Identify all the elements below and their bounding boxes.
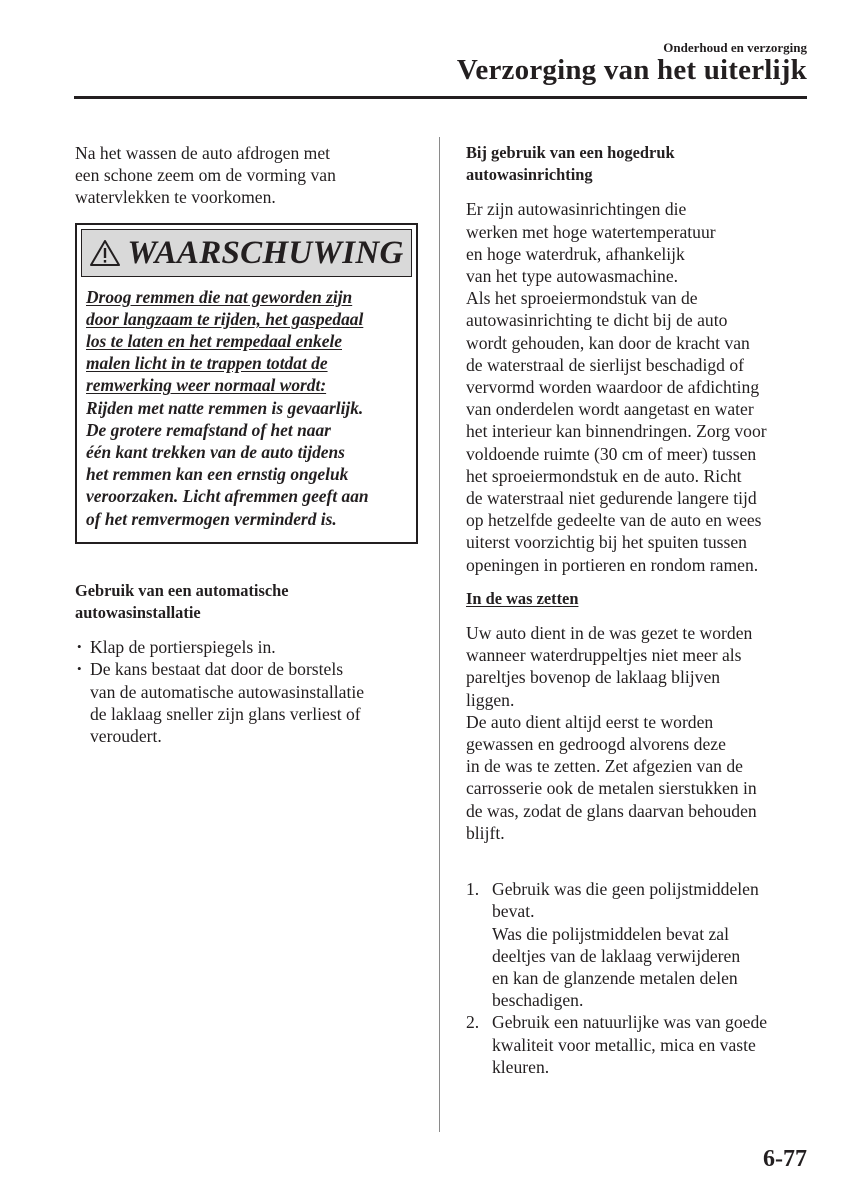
warning-line: of het remvermogen verminderd is. xyxy=(86,508,337,529)
auto-wash-bullets xyxy=(75,636,420,747)
warning-line: los te laten en het rempedaal enkele xyxy=(86,331,342,352)
high-pressure-heading xyxy=(466,142,811,186)
text-line: in de was te zetten. Zet afgezien van de xyxy=(466,756,743,777)
warning-line: één kant trekken van de auto tijdens xyxy=(86,442,345,463)
text-line: bevat. xyxy=(492,901,535,922)
text-line: openingen in portieren en rondom ramen. xyxy=(466,554,759,575)
section-label: Onderhoud en verzorging xyxy=(663,40,807,55)
column-divider xyxy=(439,137,440,1132)
warning-header xyxy=(81,229,412,277)
step-number: 1. xyxy=(466,879,480,900)
page-number: 6-77 xyxy=(763,1146,807,1172)
text-line: uiterst voorzichtig bij het spuiten tussen xyxy=(466,532,747,553)
waxing-heading: In de was zetten xyxy=(466,588,579,608)
heading-line: autowasinstallatie xyxy=(75,603,201,623)
text-line: blijft. xyxy=(466,822,505,843)
text-line: kwaliteit voor metallic, mica en vaste xyxy=(492,1034,756,1055)
warning-body xyxy=(77,277,416,542)
step-number: 2. xyxy=(466,1012,480,1033)
text-line: gewassen en gedroogd alvorens deze xyxy=(466,734,726,755)
text-line: het interieur kan binnendringen. Zorg voor xyxy=(466,421,767,442)
text-line: wordt gehouden, kan door de kracht van xyxy=(466,332,750,353)
text-line: van het type autowasmachine. xyxy=(466,266,679,287)
text-line: op hetzelfde gedeelte van de auto en wees xyxy=(466,510,762,531)
text-line: Gebruik was die geen polijstmiddelen xyxy=(492,879,759,900)
text-line: vervormd worden waardoor de afdichting xyxy=(466,377,760,398)
text-line: Was die polijstmiddelen bevat zal xyxy=(492,923,730,944)
list-item xyxy=(75,658,420,747)
list-item xyxy=(466,878,811,1011)
text-line: De auto dient altijd eerst te worden xyxy=(466,711,714,732)
warning-line: malen licht in te trappen totdat de xyxy=(86,353,328,374)
right-column xyxy=(466,142,811,1078)
text-line: Klap de portierspiegels in. xyxy=(90,637,276,658)
waxing-steps xyxy=(466,878,811,1078)
warning-title: WAARSCHUWING xyxy=(127,234,404,271)
header-divider xyxy=(74,96,807,99)
text-line: Als het sproeiermondstuk van de xyxy=(466,288,698,309)
text-line: van de automatische autowasinstallatie xyxy=(90,681,365,702)
bullet-icon: • xyxy=(77,661,82,677)
page-title: Verzorging van het uiterlijk xyxy=(456,54,807,86)
waxing-paragraph xyxy=(466,622,811,844)
warning-triangle-icon xyxy=(89,239,121,267)
text-line: kleuren. xyxy=(492,1056,550,1077)
text-line: veroudert. xyxy=(90,726,162,747)
text-line: een schone zeem om de vorming van xyxy=(75,165,336,186)
text-line: het sproeiermondstuk en de auto. Richt xyxy=(466,465,742,486)
text-line: Na het wassen de auto afdrogen met xyxy=(75,143,331,163)
text-line: de laklaag sneller zijn glans verliest of xyxy=(90,703,361,724)
warning-line: veroorzaken. Licht afremmen geeft aan xyxy=(86,486,369,507)
warning-line: door langzaam te rijden, het gaspedaal xyxy=(86,308,364,329)
warning-line: het remmen kan een ernstig ongeluk xyxy=(86,464,349,485)
text-line: beschadigen. xyxy=(492,990,584,1011)
text-line: wanneer waterdruppeltjes niet meer als xyxy=(466,645,742,666)
text-line: deeltjes van de laklaag verwijderen xyxy=(492,945,741,966)
text-line: Er zijn autowasinrichtingen die xyxy=(466,199,687,220)
warning-line: Rijden met natte remmen is gevaarlijk. xyxy=(86,397,364,418)
warning-line: remwerking weer normaal wordt: xyxy=(86,375,327,396)
text-line: De kans bestaat dat door de borstels xyxy=(90,659,344,680)
text-line: watervlekken te voorkomen. xyxy=(75,187,276,208)
text-line: carrosserie ook de metalen sierstukken in xyxy=(466,778,757,799)
text-line: Uw auto dient in de was gezet te worden xyxy=(466,623,753,644)
text-line: en hoge waterdruk, afhankelijk xyxy=(466,243,685,264)
high-pressure-paragraph xyxy=(466,198,811,575)
intro-paragraph xyxy=(75,142,420,209)
list-item xyxy=(466,1011,811,1078)
warning-box xyxy=(75,223,418,544)
text-line: en kan de glanzende metalen delen xyxy=(492,967,738,988)
text-line: de was, zodat de glans daarvan behouden xyxy=(466,800,757,821)
heading-line: Bij gebruik van een hogedruk xyxy=(466,143,675,162)
text-line: liggen. xyxy=(466,689,515,710)
warning-line: Droog remmen die nat geworden zijn xyxy=(86,286,353,307)
text-line: de waterstraal niet gedurende langere tijd xyxy=(466,488,757,509)
left-column xyxy=(75,142,420,747)
text-line: de waterstraal de sierlijst beschadigd of xyxy=(466,354,744,375)
text-line: van onderdelen wordt aangetast en water xyxy=(466,399,754,420)
heading-line: autowasinrichting xyxy=(466,165,593,185)
auto-wash-heading xyxy=(75,580,420,624)
text-line: Gebruik een natuurlijke was van goede xyxy=(492,1012,768,1033)
text-line: autowasinrichting te dicht bij de auto xyxy=(466,310,728,331)
text-line: werken met hoge watertemperatuur xyxy=(466,221,716,242)
heading-line: Gebruik van een automatische xyxy=(75,580,289,600)
text-line: pareltjes bovenop de laklaag blijven xyxy=(466,667,721,688)
list-item xyxy=(75,636,420,658)
warning-line: De grotere remafstand of het naar xyxy=(86,419,331,440)
text-line: voldoende ruimte (30 cm of meer) tussen xyxy=(466,443,757,464)
bullet-icon: • xyxy=(77,639,82,655)
